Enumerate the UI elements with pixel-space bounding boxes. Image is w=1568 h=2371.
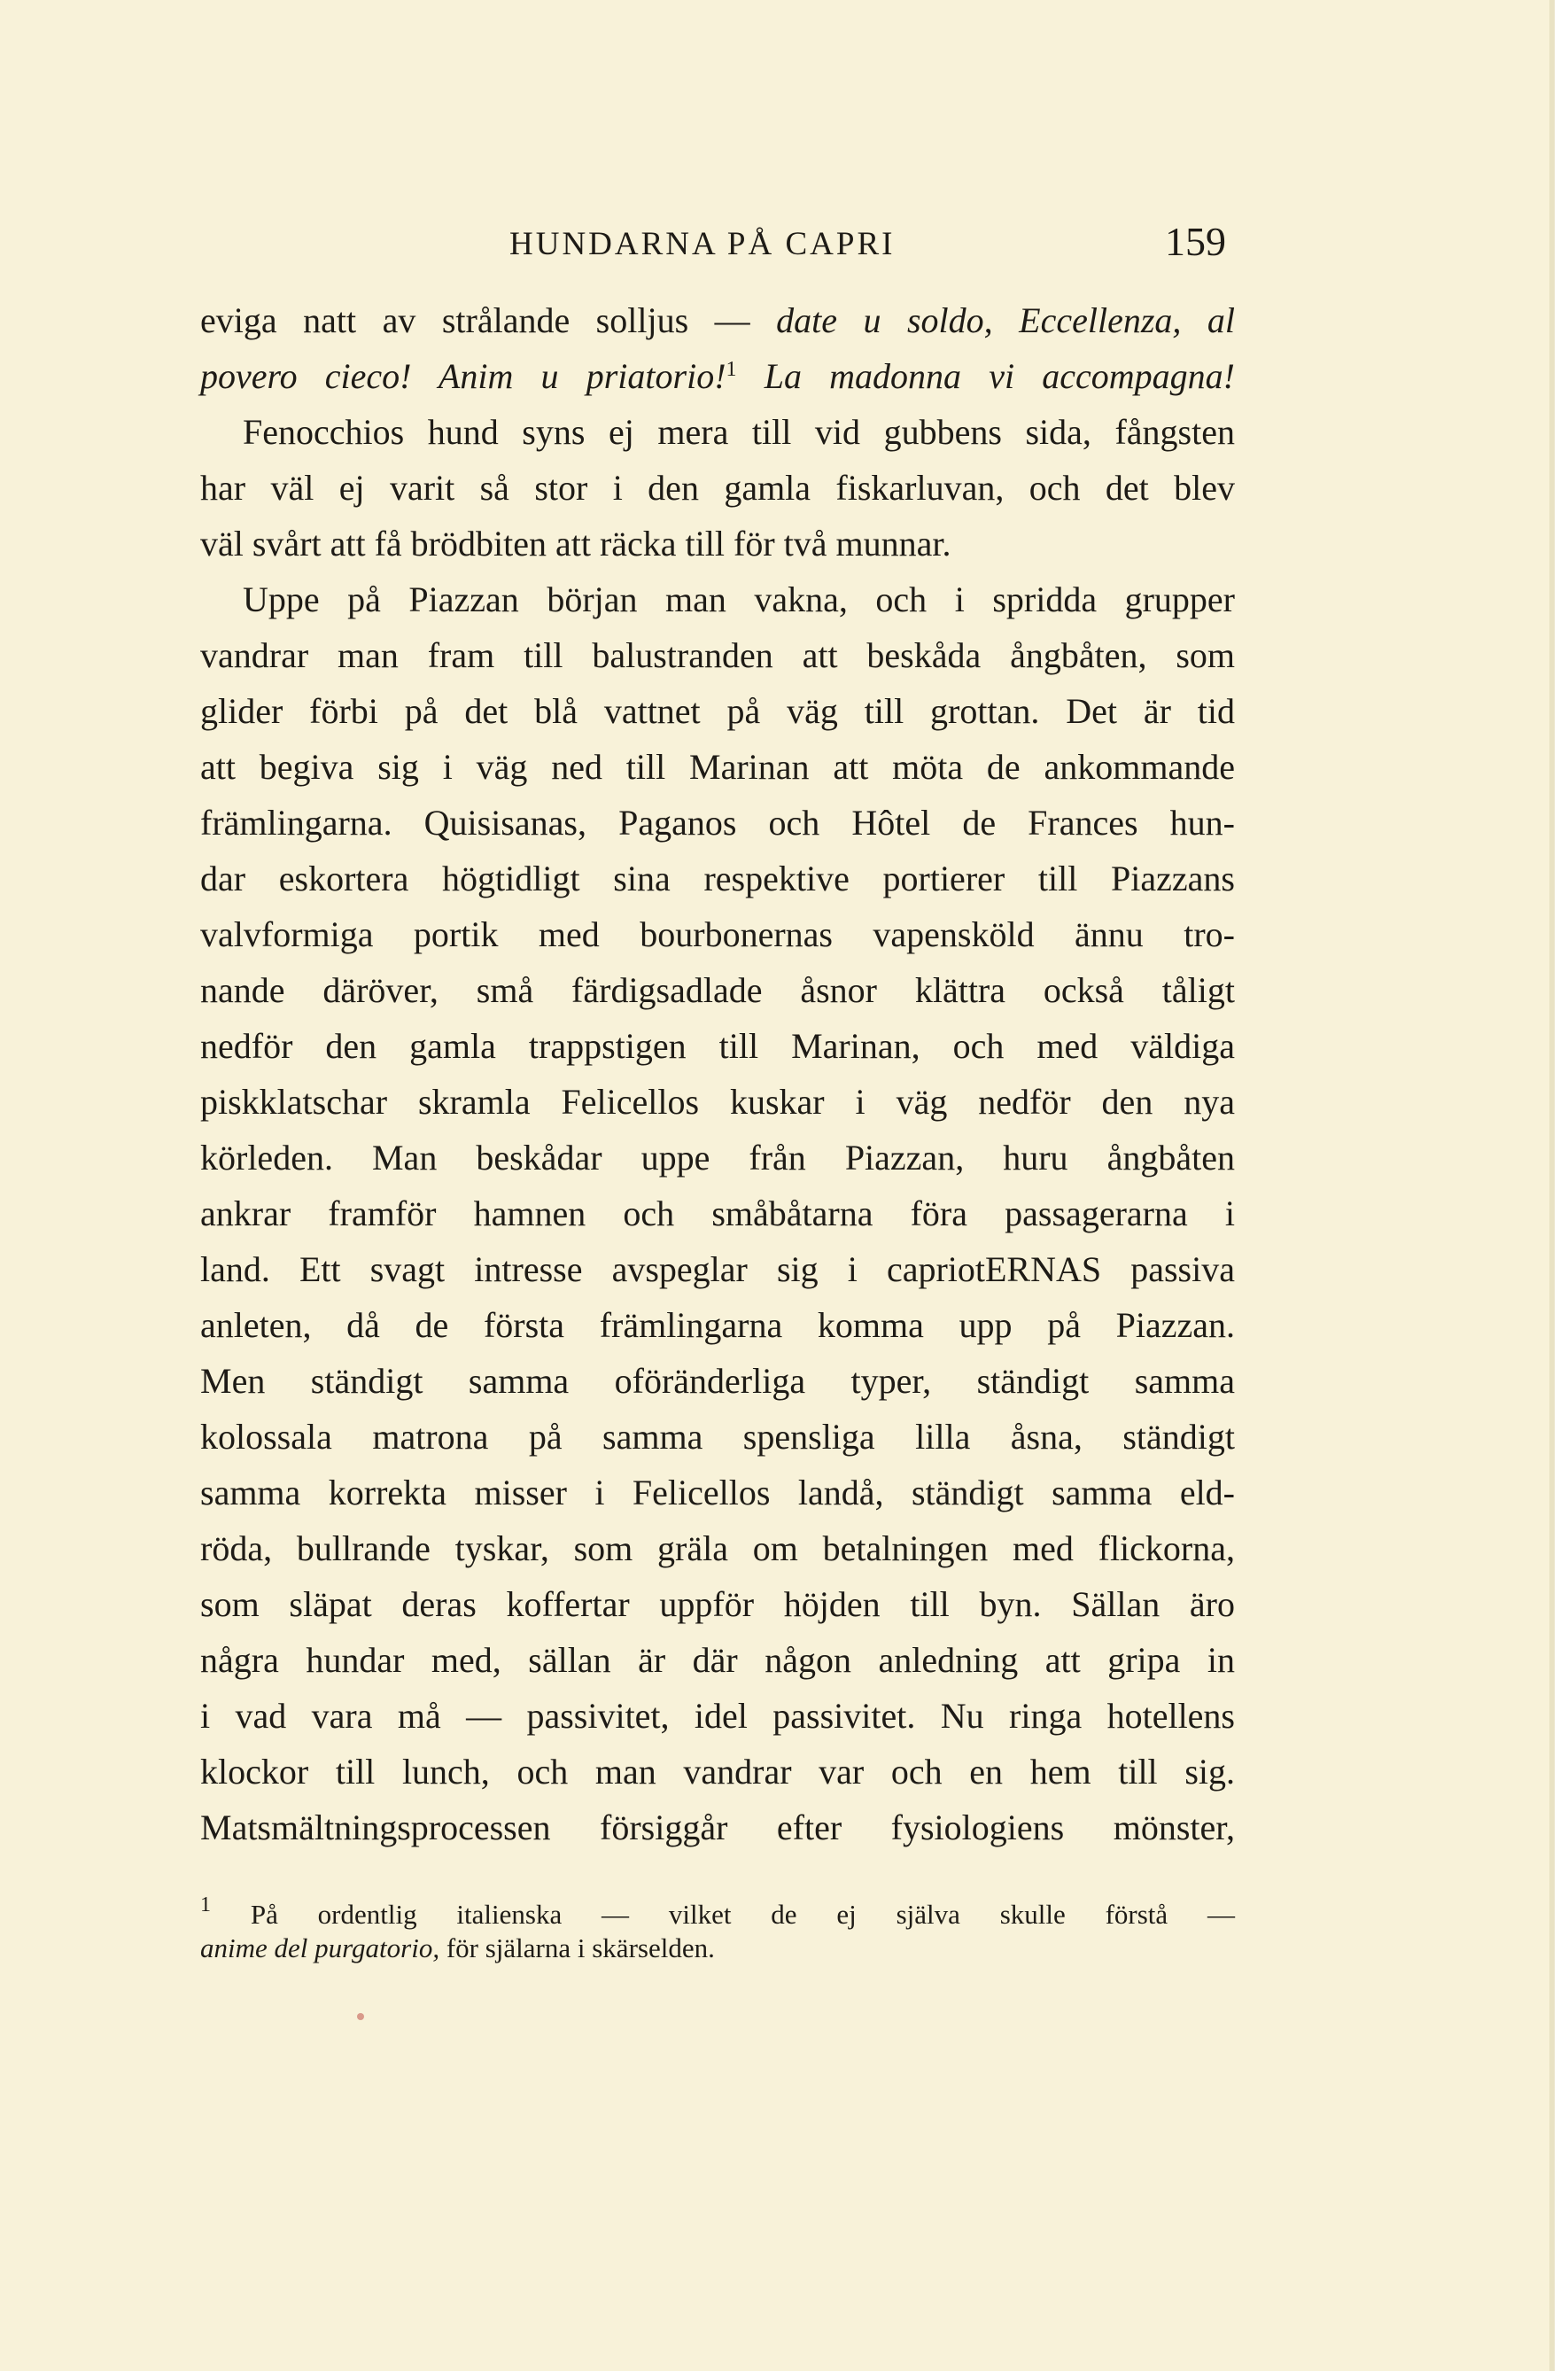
text-line: i vad vara må — passivitet, idel passivitet. Nu ringa hotellens <box>200 1696 1235 1736</box>
footnote-text: för själarna i skärselden. <box>439 1932 715 1963</box>
text-line: glider förbi på det blå vattnet på väg till grottan. Det är tid <box>200 691 1235 731</box>
text-line: Matsmältningsprocessen försiggår efter fysiologiens mönster, <box>200 1807 1235 1847</box>
text-line: vandrar man fram till balustranden att beskåda ångbåten, som <box>200 635 1235 675</box>
italian-phrase: date u soldo, Eccellenza, al <box>776 300 1235 340</box>
footnote-text: På ordentlig italienska — vilket de ej själva skulle förstå — <box>211 1899 1235 1930</box>
text-line: kolossala matrona på samma spensliga lilla åsna, ständigt <box>200 1417 1235 1457</box>
text-line: främlingarna. Quisisanas, Paganos och Hôtel de Frances hun- <box>200 803 1235 843</box>
italian-phrase: povero cieco! Anim u priatorio! <box>200 356 726 396</box>
footnote-reference: 1 <box>726 358 737 381</box>
text-line: nedför den gamla trappstigen till Marinan, och med väldiga <box>200 1026 1235 1066</box>
page-edge <box>1555 0 1568 2371</box>
text-line: några hundar med, sällan är där någon anledning att gripa in <box>200 1640 1235 1680</box>
footnote-marker: 1 <box>200 1893 211 1916</box>
footnote <box>200 1893 1235 1965</box>
text-line: land. Ett svagt intresse avspeglar sig i capriotERNAS passiva <box>200 1249 1235 1289</box>
paper-speck <box>357 2013 364 2020</box>
text-line: som släpat deras koffertar uppför höjden till byn. Sällan äro <box>200 1584 1235 1624</box>
text-line: dar eskortera högtidligt sina respektive portierer till Piazzans <box>200 859 1235 898</box>
text-line: Fenocchios hund syns ej mera till vid gubbens sida, fångsten <box>243 412 1235 452</box>
text-line: valvformiga portik med bourbonernas vapensköld ännu tro- <box>200 914 1235 954</box>
text-line: körleden. Man beskådar uppe från Piazzan, huru ångbåten <box>200 1138 1235 1178</box>
text-segment: eviga natt av strålande solljus — <box>200 300 777 340</box>
text-line: Uppe på Piazzan början man vakna, och i spridda grupper <box>243 579 1235 619</box>
italian-phrase: La madonna vi accompagna! <box>736 356 1235 396</box>
text-line: piskklatschar skramla Felicellos kuskar i väg nedför den nya <box>200 1082 1235 1122</box>
text-line: väl svårt att få brödbiten att räcka till för två munnar. <box>200 524 951 564</box>
text-line: Men ständigt samma oföränderliga typer, ständigt samma <box>200 1361 1235 1401</box>
text-line <box>200 348 1235 404</box>
text-line <box>200 292 1235 348</box>
text-line: att begiva sig i väg ned till Marinan att möta de ankommande <box>200 747 1235 787</box>
text-line: röda, bullrande tyskar, som gräla om betalningen med flickorna, <box>200 1528 1235 1568</box>
text-line: klockor till lunch, och man vandrar var och en hem till sig. <box>200 1752 1235 1792</box>
body-text <box>200 292 1235 1855</box>
text-line: nande däröver, små färdigsadlade åsnor klättra också tåligt <box>200 970 1235 1010</box>
text-line: anleten, då de första främlingarna komma upp på Piazzan. <box>200 1305 1235 1345</box>
text-line: samma korrekta misser i Felicellos landå, ständigt samma eld- <box>200 1473 1235 1512</box>
page-number: 159 <box>1165 219 1226 264</box>
text-line: ankrar framför hamnen och småbåtarna föra passagerarna i <box>200 1193 1235 1233</box>
text-line: har väl ej varit så stor i den gamla fiskarluvan, och det blev <box>200 468 1235 508</box>
footnote-italic: anime del purgatorio, <box>200 1932 440 1963</box>
footnote-line <box>200 1893 1235 1932</box>
footnote-line <box>200 1932 1235 1965</box>
running-title: HUNDARNA PÅ CAPRI <box>509 226 896 262</box>
